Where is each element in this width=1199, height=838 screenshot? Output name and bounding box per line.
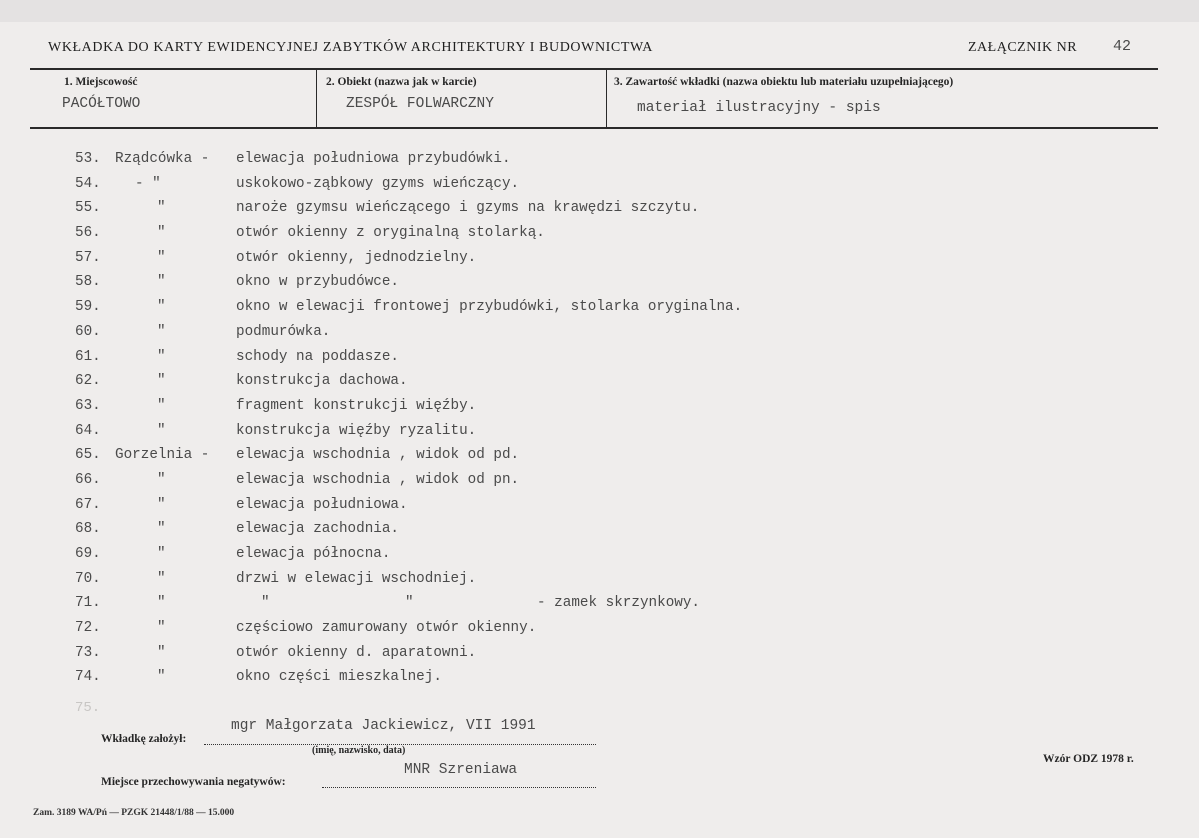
entry-number: 65. (75, 447, 101, 464)
entry-number: 73. (75, 644, 101, 661)
entry-description: otwór okienny d. aparatowni. (236, 644, 477, 661)
entry-ditto-mark: " (157, 422, 166, 439)
entry-number: 62. (75, 373, 101, 390)
entry-description: elewacja wschodnia , widok od pd. (236, 447, 520, 464)
annex-label: ZAŁĄCZNIK NR (968, 40, 1078, 55)
signature-label: Wkładkę założył: (101, 733, 187, 745)
entry-description: okno w przybudówce. (236, 274, 400, 291)
entry-building: Rządcówka - (115, 151, 210, 167)
entry-number: 68. (75, 521, 101, 538)
entry-description: fragment konstrukcji więźby. (236, 397, 477, 414)
entry-number: 64. (75, 422, 101, 439)
faint-row-number: 75. (75, 700, 101, 716)
entry-number: 66. (75, 471, 101, 488)
entry-building: Gorzelnia - (115, 447, 210, 464)
entry-number: 72. (75, 620, 101, 637)
form-model: Wzór ODZ 1978 r. (1043, 753, 1134, 765)
storage-value: MNR Szreniawa (404, 762, 518, 778)
entry-number: 67. (75, 496, 101, 513)
entry-number: 74. (75, 669, 101, 686)
header-rule-top (30, 68, 1158, 70)
entry-description: elewacja wschodnia , widok od pn. (236, 471, 520, 488)
entry-number: 69. (75, 546, 101, 562)
entry-number: 58. (75, 274, 101, 291)
entry-number: 63. (75, 397, 101, 414)
entry-ditto-mark: " (405, 595, 414, 612)
entry-ditto-mark: " (157, 570, 166, 587)
entry-description: konstrukcja dachowa. (236, 373, 408, 390)
entry-number: 57. (75, 249, 101, 266)
entry-number: 54. (75, 175, 101, 192)
entry-description: okno części mieszkalnej. (236, 669, 442, 686)
entry-ditto-mark: " (157, 397, 166, 414)
storage-label: Miejsce przechowywania negatywów: (101, 776, 286, 788)
entry-description: elewacja zachodnia. (236, 521, 400, 538)
entry-description: drzwi w elewacji wschodniej. (236, 570, 477, 587)
scan-edge (0, 0, 1199, 22)
entry-ditto-mark: " (157, 225, 166, 242)
annex-number: 42 (1113, 38, 1132, 55)
entry-ditto-mark: " (157, 620, 166, 637)
object-value: ZESPÓŁ FOLWARCZNY (346, 96, 494, 112)
entry-ditto-mark: " (261, 595, 270, 612)
entry-ditto-mark: " (157, 348, 166, 365)
card-title: WKŁADKA DO KARTY EWIDENCYJNEJ ZABYTKÓW ARCHITEKTURY I BUDOWNICTWA (48, 40, 653, 55)
entry-ditto-mark: " (157, 323, 166, 340)
entry-number: 70. (75, 570, 101, 587)
field-divider-2 (606, 70, 607, 127)
entry-ditto-mark: " (157, 373, 166, 390)
entry-description: otwór okienny, jednodzielny. (236, 249, 477, 266)
entry-number: 55. (75, 200, 101, 217)
entry-description: naroże gzymsu wieńczącego i gzyms na krawędzi szczytu. (236, 200, 700, 217)
entry-ditto-mark: " (157, 595, 166, 612)
entry-description: uskokowo-ząbkowy gzyms wieńczący. (236, 175, 520, 192)
entry-ditto-mark: - " (135, 175, 161, 192)
entry-ditto-mark: " (157, 546, 166, 562)
entry-description: podmurówka. (236, 323, 331, 340)
entry-description: elewacja północna. (236, 546, 391, 562)
print-info: Zam. 3189 WA/Pń — PZGK 21448/1/88 — 15.000 (33, 808, 235, 818)
signature-value: mgr Małgorzata Jackiewicz, VII 1991 (231, 718, 536, 734)
entry-number: 71. (75, 595, 101, 612)
entry-number: 53. (75, 151, 101, 167)
entry-number: 59. (75, 299, 101, 316)
entry-ditto-mark: " (157, 200, 166, 217)
signature-caption: (imię, nazwisko, data) (312, 745, 406, 756)
entry-description: otwór okienny z oryginalną stolarką. (236, 225, 545, 242)
content-label: 3. Zawartość wkładki (nazwa obiektu lub materiału uzupełniającego) (614, 76, 954, 88)
storage-line (322, 787, 596, 788)
entry-ditto-mark: " (157, 299, 166, 316)
locality-value: PACÓŁTOWO (62, 96, 141, 112)
entry-number: 60. (75, 323, 101, 340)
header-rule-bottom (30, 127, 1158, 129)
content-value: materiał ilustracyjny - spis (637, 100, 881, 116)
locality-label: 1. Miejscowość (64, 76, 138, 88)
entry-ditto-mark: " (157, 669, 166, 686)
entry-number: 61. (75, 348, 101, 365)
object-label: 2. Obiekt (nazwa jak w karcie) (326, 76, 477, 88)
entry-description: schody na poddasze. (236, 348, 400, 365)
field-divider-1 (316, 70, 317, 127)
entry-ditto-mark: " (157, 521, 166, 538)
entry-description: okno w elewacji frontowej przybudówki, stolarka oryginalna. (236, 299, 743, 316)
entry-ditto-mark: " (157, 274, 166, 291)
entry-description: częściowo zamurowany otwór okienny. (236, 620, 537, 637)
entry-description: konstrukcja więźby ryzalitu. (236, 422, 477, 439)
entry-number: 56. (75, 225, 101, 242)
entry-ditto-mark: " (157, 471, 166, 488)
entry-description: elewacja południowa przybudówki. (236, 151, 511, 167)
entry-ditto-mark: " (157, 249, 166, 266)
entry-ditto-mark: " (157, 644, 166, 661)
entry-description: elewacja południowa. (236, 496, 408, 513)
entry-extra-note: - zamek skrzynkowy. (537, 595, 701, 612)
entry-ditto-mark: " (157, 496, 166, 513)
